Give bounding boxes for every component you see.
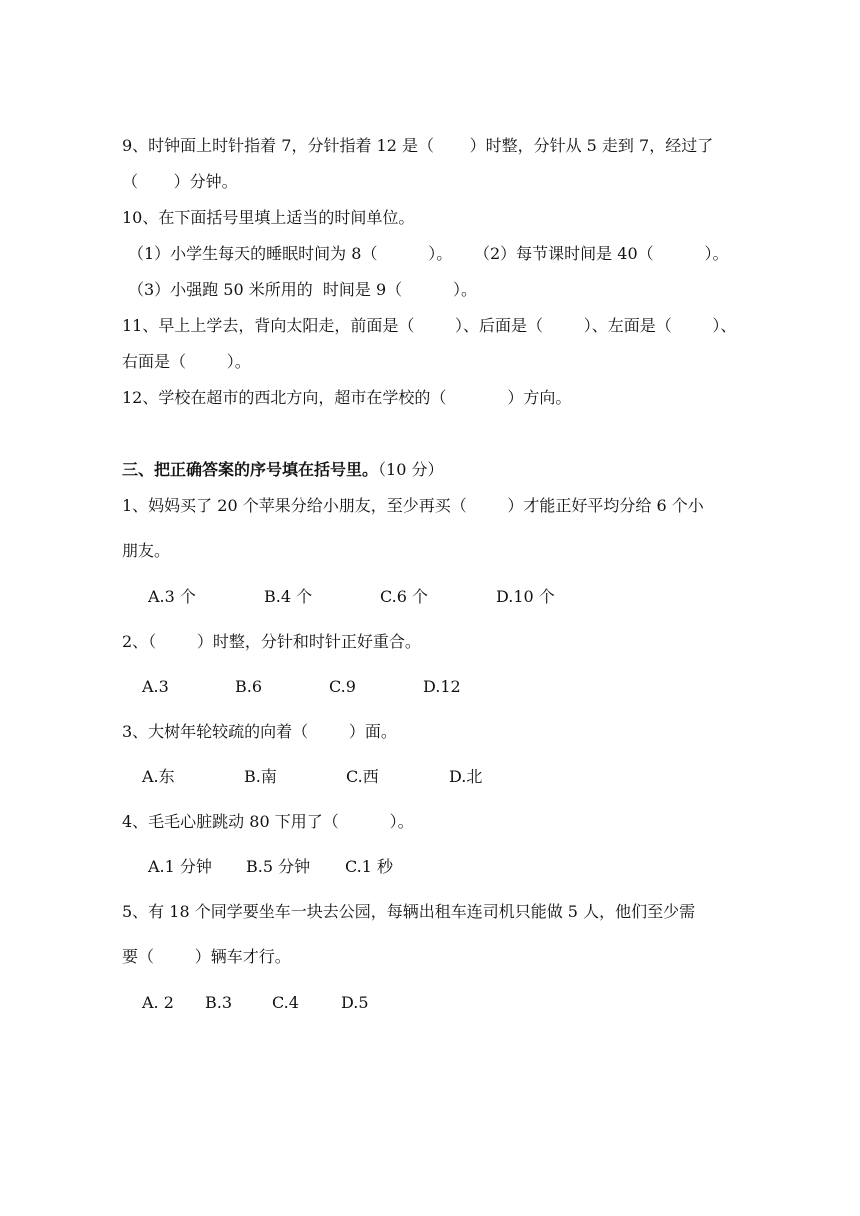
s3-q1-option-a: A.3 个 xyxy=(148,587,196,606)
q9-line2: （ ）分钟。 xyxy=(122,172,238,191)
section3-heading xyxy=(122,459,443,481)
s3-q2-option-a: A.3 xyxy=(142,677,169,696)
s3-q1-option-d: D.10 个 xyxy=(496,587,555,606)
q12-text: 12、学校在超市的西北方向，超市在学校的（ ）方向。 xyxy=(122,388,572,407)
s3-q3-option-a: A.东 xyxy=(142,767,175,786)
s3-q1-option-b: B.4 个 xyxy=(264,587,313,606)
s3-q3-option-b: B.南 xyxy=(244,767,277,786)
q10-title: 10、在下面括号里填上适当的时间单位。 xyxy=(122,208,415,227)
s3-q1-line1: 1、妈妈买了 20 个苹果分给小朋友，至少再买（ ）才能正好平均分给 6 个小 xyxy=(122,496,704,515)
s3-q2-option-b: B.6 xyxy=(235,677,263,696)
s3-q5-option-b: B.3 xyxy=(205,993,233,1012)
s3-q5-line2: 要（ ）辆车才行。 xyxy=(122,947,291,966)
s3-q5-option-d: D.5 xyxy=(341,993,369,1012)
s3-q4-option-a: A.1 分钟 xyxy=(148,857,212,876)
s3-q1-line2: 朋友。 xyxy=(122,541,171,560)
s3-q3-option-d: D.北 xyxy=(449,767,483,786)
section3-title: 三、把正确答案的序号填在括号里。 xyxy=(122,460,379,479)
s3-q3-text: 3、大树年轮较疏的向着（ ）面。 xyxy=(122,722,397,741)
q10-sub1: （1）小学生每天的睡眠时间为 8（ ）。 xyxy=(128,244,453,263)
s3-q2-text: 2、（ ）时整，分针和时针正好重合。 xyxy=(122,632,421,651)
s3-q4-text: 4、毛毛心脏跳动 80 下用了（ ）。 xyxy=(122,812,414,831)
section3-points: （10 分） xyxy=(378,460,444,479)
s3-q5-line1: 5、有 18 个同学要坐车一块去公园，每辆出租车连司机只能做 5 人，他们至少需 xyxy=(122,902,696,921)
q11-line2: 右面是（ ）。 xyxy=(122,352,251,371)
s3-q4-option-c: C.1 秒 xyxy=(345,857,394,876)
s3-q2-option-d: D.12 xyxy=(423,677,461,696)
q11-line1: 11、早上上学去，背向太阳走，前面是（ ）、后面是（ ）、左面是（ ）、 xyxy=(122,316,737,335)
q10-sub2: （2）每节课时间是 40（ ）。 xyxy=(474,244,729,263)
s3-q1-option-c: C.6 个 xyxy=(380,587,429,606)
s3-q2-option-c: C.9 xyxy=(329,677,356,696)
s3-q4-option-b: B.5 分钟 xyxy=(246,857,311,876)
s3-q3-option-c: C.西 xyxy=(346,767,379,786)
q10-sub3: （3）小强跑 50 米所用的 时间是 9（ ）。 xyxy=(128,280,478,299)
q9-line1: 9、时钟面上时针指着 7，分针指着 12 是（ ）时整，分针从 5 走到 7，经过了 xyxy=(122,136,714,155)
s3-q5-option-c: C.4 xyxy=(272,993,299,1012)
s3-q5-option-a: A. 2 xyxy=(142,993,174,1012)
